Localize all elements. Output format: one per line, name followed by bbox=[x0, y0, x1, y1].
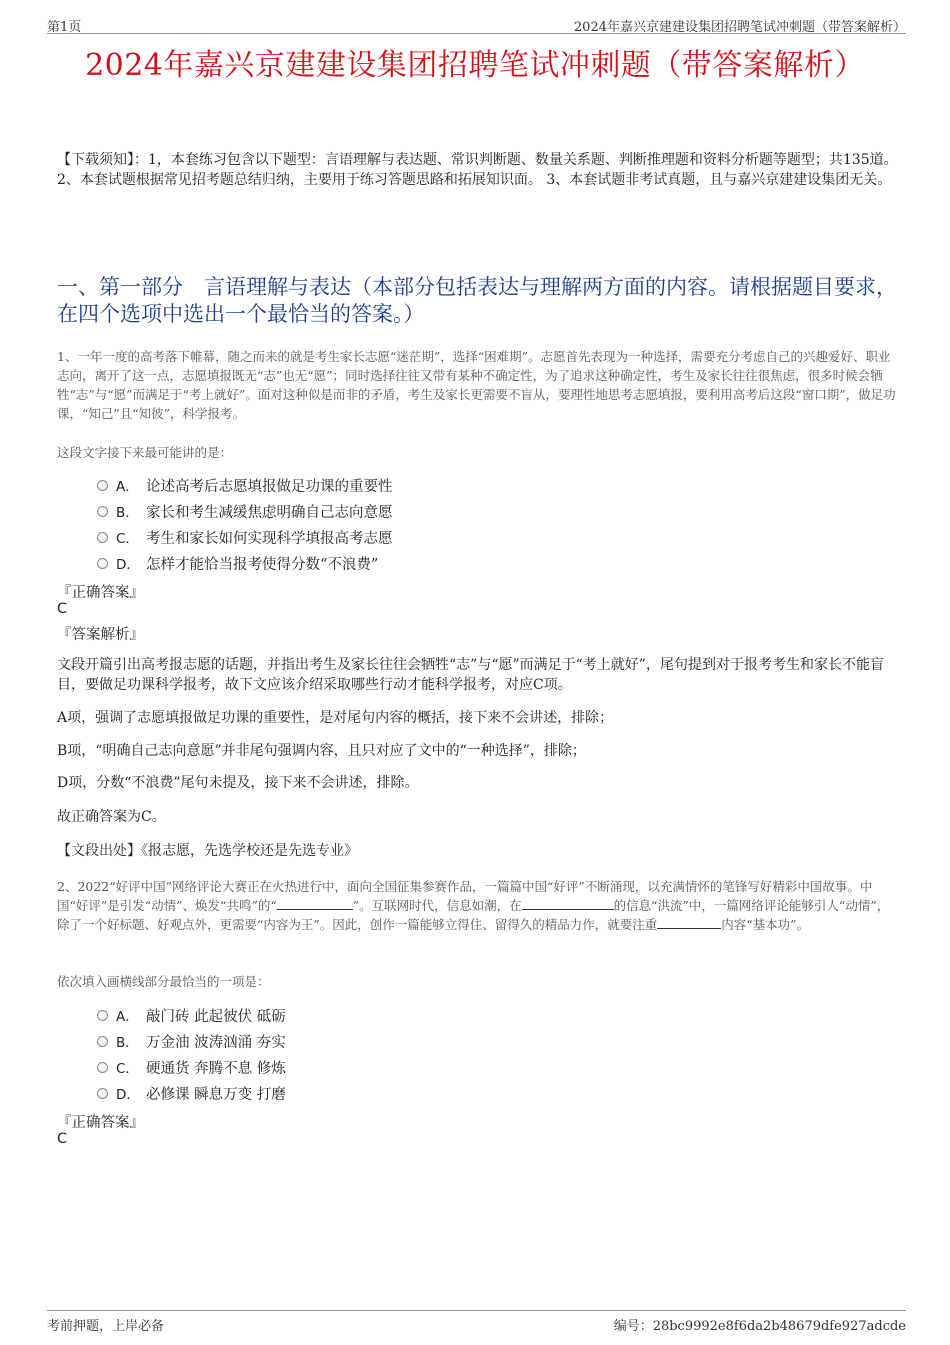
question-1-text: 1、一年一度的高考落下帷幕，随之而来的就是考生家长志愿“迷茫期”，选择“困难期”。志愿首先表现为一种选择，需要充分考虑自己的兴趣爱好、职业志向，离开了这一点，志愿填报既无“志”也无“愿”；同时选择往往又带有某种不确定性，为了追求这种确定性，考生及家长往往很焦虑，很多时候会牺牲“志”与“愿”而满足于“考上就好”。面对这种似是而非的矛盾，考生及家长更需要不盲从，要理性地思考志愿填报，要利用高考后这段“窗口期”，做足功课，“知己”且“知彼”，科学报考。 bbox=[57, 349, 896, 421]
radio-button[interactable] bbox=[97, 532, 108, 543]
question-2-options bbox=[97, 1002, 286, 1106]
radio-button[interactable] bbox=[97, 506, 108, 517]
analysis-paragraph: B项，“明确自己志向意愿”并非尾句强调内容，且只对应了文中的“一种选择”，排除； bbox=[57, 743, 586, 759]
question-1-analysis-label: 『答案解析』 bbox=[57, 627, 144, 643]
option-text: 论述高考后志愿填报做足功课的重要性 bbox=[146, 478, 393, 495]
question-2-answer: C bbox=[57, 1131, 68, 1147]
option-text: 家长和考生减缓焦虑明确自己志向意愿 bbox=[146, 504, 393, 521]
option-text: 万金油 波涛汹涌 夯实 bbox=[146, 1034, 286, 1051]
document-id: 编号：28bc9992e8f6da2b48679dfe927adcde bbox=[613, 1319, 906, 1334]
question-2-answer-label: 『正确答案』 bbox=[57, 1115, 144, 1131]
analysis-paragraph: 文段开篇引出高考报志愿的话题，并指出考生及家长往往会牺牲“志”与“愿”而满足于“考上就好”，尾句提到对于报考考生和家长不能盲目，要做足功课科学报考，故下文应该介绍采取哪些行动才能科学报考，对应C项。 bbox=[57, 657, 884, 693]
question-2-option-a[interactable]: A． 敲门砖 此起彼伏 砥砺 bbox=[97, 1002, 286, 1028]
question-1-prompt: 这段文字接下来最可能讲的是： bbox=[57, 445, 233, 460]
question-1-option-b[interactable]: B． 家长和考生减缓焦虑明确自己志向意愿 bbox=[97, 498, 393, 524]
question-1-answer-label: 『正确答案』 bbox=[57, 585, 144, 601]
option-text: 考生和家长如何实现科学填报高考志愿 bbox=[146, 530, 393, 547]
question-2-text: 2、2022“好评中国”网络评论大赛正在火热进行中，面向全国征集参赛作品，一篇篇中国“好评”不断涌现，以充满情怀的笔锋写好精彩中国故事。中国“好评”是引发“动情”、焕发“共鸣”的“ ”。互联网时代，信息如潮，在 的信息“洪流”中，一篇网络评论能够引人“动情”，除了一个好标题、好观点外，更需要“内容为王”。因此，创作一篇能够立得住、留得久的精品力作，就要注重 内容“基本功”。 bbox=[57, 879, 890, 932]
radio-button[interactable] bbox=[97, 1062, 108, 1073]
radio-button[interactable] bbox=[97, 1036, 108, 1047]
question-1-option-d[interactable]: D． 怎样才能恰当报考使得分数“不浪费” bbox=[97, 550, 393, 576]
radio-button[interactable] bbox=[97, 1088, 108, 1099]
analysis-paragraph: 故正确答案为C。 bbox=[57, 809, 166, 825]
question-1-options bbox=[97, 472, 393, 576]
question-1-option-a[interactable]: A． 论述高考后志愿填报做足功课的重要性 bbox=[97, 472, 393, 498]
question-2-option-c[interactable]: C． 硬通货 奔腾不息 修炼 bbox=[97, 1054, 286, 1080]
radio-button[interactable] bbox=[97, 1010, 108, 1021]
question-1-option-c[interactable]: C． 考生和家长如何实现科学填报高考志愿 bbox=[97, 524, 393, 550]
footer-slogan: 考前押题，上岸必备 bbox=[47, 1319, 165, 1334]
option-text: 必修课 瞬息万变 打磨 bbox=[146, 1086, 286, 1103]
radio-button[interactable] bbox=[97, 480, 108, 491]
page-number: 第1页 bbox=[47, 20, 82, 35]
page-header bbox=[47, 14, 906, 34]
section-heading: 一、第一部分 言语理解与表达（本部分包括表达与理解两方面的内容。请根据题目要求，在四个选项中选出一个最恰当的答案。） bbox=[57, 275, 897, 326]
page-footer bbox=[47, 1310, 906, 1335]
fill-blank bbox=[657, 915, 721, 929]
document-title: 2024年嘉兴京建建设集团招聘笔试冲刺题（带答案解析） bbox=[85, 48, 865, 83]
question-2-option-b[interactable]: B． 万金油 波涛汹涌 夯实 bbox=[97, 1028, 286, 1054]
option-text: 怎样才能恰当报考使得分数“不浪费” bbox=[146, 556, 379, 573]
analysis-paragraph: D项，分数“不浪费”尾句未提及，接下来不会讲述，排除。 bbox=[57, 775, 419, 791]
radio-button[interactable] bbox=[97, 558, 108, 569]
source-citation: 【文段出处】《报志愿，先选学校还是先选专业》 bbox=[57, 843, 358, 859]
question-1-answer: C bbox=[57, 601, 68, 617]
question-2-prompt: 依次填入画横线部分最恰当的一项是： bbox=[57, 974, 270, 989]
option-text: 硬通货 奔腾不息 修炼 bbox=[146, 1060, 286, 1077]
download-notice: 【下载须知】：1，本套练习包含以下题型：言语理解与表达题、常识判断题、数量关系题、判断推理题和资料分析题等题型；共135道。 2、本套试题根据常见招考题总结归纳，主要用于练习答题思路和拓展知识面。 3、本套试题非考试真题，且与嘉兴京建建设集团无关。 bbox=[57, 152, 898, 188]
fill-blank bbox=[522, 896, 614, 910]
fill-blank bbox=[277, 896, 353, 910]
question-2-option-d[interactable]: D． 必修课 瞬息万变 打磨 bbox=[97, 1080, 286, 1106]
option-text: 敲门砖 此起彼伏 砥砺 bbox=[146, 1008, 286, 1025]
analysis-paragraph: A项，强调了志愿填报做足功课的重要性，是对尾句内容的概括，接下来不会讲述，排除； bbox=[57, 710, 614, 726]
header-doc-title: 2024年嘉兴京建建设集团招聘笔试冲刺题（带答案解析） bbox=[573, 20, 906, 35]
